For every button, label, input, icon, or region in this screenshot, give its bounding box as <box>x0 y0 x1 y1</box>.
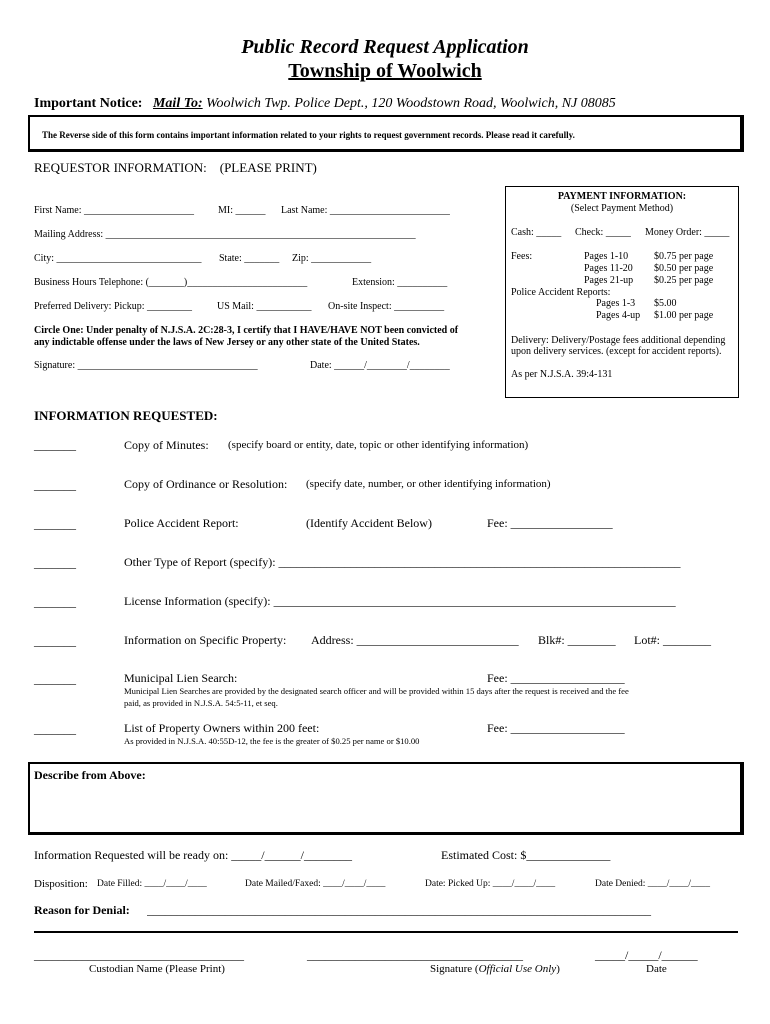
accident-row-pages: Pages 4-up <box>596 310 641 321</box>
fee-row-price: $0.50 per page <box>654 263 714 274</box>
owners-checkbox[interactable]: _______ <box>34 722 76 736</box>
date-mailed-field[interactable]: Date Mailed/Faxed: ____/____/____ <box>245 879 386 889</box>
lien-checkbox[interactable]: _______ <box>34 672 76 686</box>
property-address-field[interactable]: Address: ___________________________ <box>311 633 519 647</box>
property-label: Information on Specific Property: <box>124 633 287 647</box>
official-date-field[interactable]: _____/_____/______ <box>595 948 698 962</box>
money-order-field[interactable]: Money Order: _____ <box>645 227 730 238</box>
payment-heading: PAYMENT INFORMATION: <box>557 191 687 202</box>
info-requested-heading: INFORMATION REQUESTED: <box>34 408 218 423</box>
fee-row-price: $0.75 per page <box>654 251 714 262</box>
divider-line <box>34 931 738 933</box>
reverse-side-notice-box <box>28 115 744 152</box>
fee-row-pages: Pages 11-20 <box>584 263 633 274</box>
minutes-note: (specify board or entity, date, topic or other identifying information) <box>228 439 529 451</box>
business-phone-field[interactable]: Business Hours Telephone: (_______)________________________ <box>34 277 308 288</box>
last-name-field[interactable]: Last Name: ________________________ <box>281 205 450 216</box>
property-checkbox[interactable]: _______ <box>34 634 76 648</box>
ordinance-label: Copy of Ordinance or Resolution: <box>124 477 288 491</box>
lien-fee-field[interactable]: Fee: ___________________ <box>487 671 625 685</box>
form-subtitle: Township of Woolwich <box>288 60 482 82</box>
delivery-note-1: Delivery: Delivery/Postage fees additional depending <box>511 335 726 346</box>
property-blk-field[interactable]: Blk#: ________ <box>538 633 616 647</box>
accident-note: (Identify Accident Below) <box>306 516 432 530</box>
cash-field[interactable]: Cash: _____ <box>511 227 562 238</box>
owners-note: As provided in N.J.S.A. 40:55D-12, the fee is the greater of $0.25 per name or $10.00 <box>124 736 420 746</box>
certify-line-1: Circle One: Under penalty of N.J.S.A. 2C:28-3, I certify that I HAVE/HAVE NOT been convicted of <box>34 325 459 336</box>
accident-reports-label: Police Accident Reports: <box>511 287 611 298</box>
license-field[interactable]: License Information (specify): ___________________________________________________________________ <box>124 594 676 608</box>
mail-address: Woolwich Twp. Police Dept., 120 Woodstown Road, Woolwich, NJ 08085 <box>206 96 616 111</box>
lien-note-2: paid, as provided in N.J.S.A. 54:5-11, et seq. <box>124 698 278 708</box>
other-report-checkbox[interactable]: _______ <box>34 556 76 570</box>
first-name-field[interactable]: First Name: ______________________ <box>34 205 194 216</box>
form-title: Public Record Request Application <box>241 36 529 58</box>
delivery-note-2: upon delivery services. (except for accident reports). <box>511 346 722 357</box>
reverse-side-notice: The Reverse side of this form contains important information related to your rights to request government records. Please read it carefully. <box>42 130 575 140</box>
fee-row-pages: Pages 21-up <box>584 275 634 286</box>
statute-note: As per N.J.S.A. 39:4-131 <box>511 369 613 380</box>
describe-label: Describe from Above: <box>34 768 146 782</box>
official-use-only: Official Use Only <box>478 963 557 975</box>
onsite-inspect-field[interactable]: On-site Inspect: __________ <box>328 301 445 312</box>
license-checkbox[interactable]: _______ <box>34 595 76 609</box>
fee-row-price: $0.25 per page <box>654 275 714 286</box>
estimated-cost-field[interactable]: Estimated Cost: $______________ <box>441 848 611 862</box>
accident-checkbox[interactable]: _______ <box>34 517 76 531</box>
pickup-field[interactable]: Preferred Delivery: Pickup: _________ <box>34 301 193 312</box>
check-field[interactable]: Check: _____ <box>575 227 631 238</box>
accident-label: Police Accident Report: <box>124 516 239 530</box>
describe-box[interactable] <box>28 762 744 835</box>
owners-fee-field[interactable]: Fee: ___________________ <box>487 721 625 735</box>
custodian-name-label: Custodian Name (Please Print) <box>89 963 225 975</box>
lien-note-1: Municipal Lien Searches are provided by the designated search officer and will be provided within 15 days after the request is received and the fee <box>124 686 629 696</box>
ready-date-field[interactable]: Information Requested will be ready on: _____/______/________ <box>34 848 352 862</box>
fee-row-pages: Pages 1-10 <box>584 251 629 262</box>
certify-line-2: any indictable offense under the laws of New Jersey or any other state of the United States. <box>34 337 420 348</box>
signature-date-field[interactable]: Date: ______/________/________ <box>310 360 450 371</box>
ordinance-note: (specify date, number, or other identifying information) <box>306 478 551 490</box>
print-note: (PLEASE PRINT) <box>219 160 317 175</box>
minutes-label: Copy of Minutes: <box>124 438 209 452</box>
us-mail-field[interactable]: US Mail: ___________ <box>217 301 312 312</box>
notice-label: Important Notice: <box>34 96 143 111</box>
accident-row-pages: Pages 1-3 <box>596 298 636 309</box>
date-filled-field[interactable]: Date Filled: ____/____/____ <box>97 879 207 889</box>
payment-select-note: (Select Payment Method) <box>570 203 674 214</box>
owners-label: List of Property Owners within 200 feet: <box>124 721 320 735</box>
mailing-address-field[interactable]: Mailing Address: ______________________________________________________________ <box>34 229 416 240</box>
property-lot-field[interactable]: Lot#: ________ <box>634 633 711 647</box>
accident-row-price: $5.00 <box>654 298 677 309</box>
official-date-label: Date <box>646 963 667 975</box>
official-signature-label <box>430 963 560 975</box>
city-field[interactable]: City: _____________________________ <box>34 253 202 264</box>
mail-to-label: Mail To: <box>152 96 203 111</box>
important-notice <box>34 96 616 112</box>
payment-info-box <box>505 186 739 398</box>
custodian-name-field[interactable]: ___________________________________ <box>34 948 244 962</box>
reason-denial-label: Reason for Denial: <box>34 903 130 917</box>
signature-label-text: Signature ( <box>430 963 479 975</box>
signature-field[interactable]: Signature: ____________________________________ <box>34 360 258 371</box>
state-field[interactable]: State: _______ <box>219 253 280 264</box>
minutes-checkbox[interactable]: _______ <box>34 438 76 452</box>
date-picked-up-field[interactable]: Date: Picked Up: ____/____/____ <box>425 879 556 889</box>
extension-field[interactable]: Extension: __________ <box>352 277 448 288</box>
disposition-label: Disposition: <box>34 878 88 890</box>
mi-field[interactable]: MI: ______ <box>218 205 266 216</box>
date-denied-field[interactable]: Date Denied: ____/____/____ <box>595 879 711 889</box>
reason-denial-field[interactable]: ____________________________________________________________________________________ <box>147 903 651 917</box>
requestor-heading-text: REQUESTOR INFORMATION: <box>34 160 207 175</box>
official-signature-field[interactable]: ____________________________________ <box>307 948 523 962</box>
signature-label-close: ) <box>556 963 560 975</box>
requestor-heading <box>34 160 317 176</box>
fees-label: Fees: <box>511 251 533 262</box>
other-report-field[interactable]: Other Type of Report (specify): ___________________________________________________________________ <box>124 555 681 569</box>
ordinance-checkbox[interactable]: _______ <box>34 478 76 492</box>
zip-field[interactable]: Zip: ____________ <box>292 253 372 264</box>
lien-label: Municipal Lien Search: <box>124 671 238 685</box>
accident-row-price: $1.00 per page <box>654 310 714 321</box>
accident-fee-field[interactable]: Fee: _________________ <box>487 516 613 530</box>
